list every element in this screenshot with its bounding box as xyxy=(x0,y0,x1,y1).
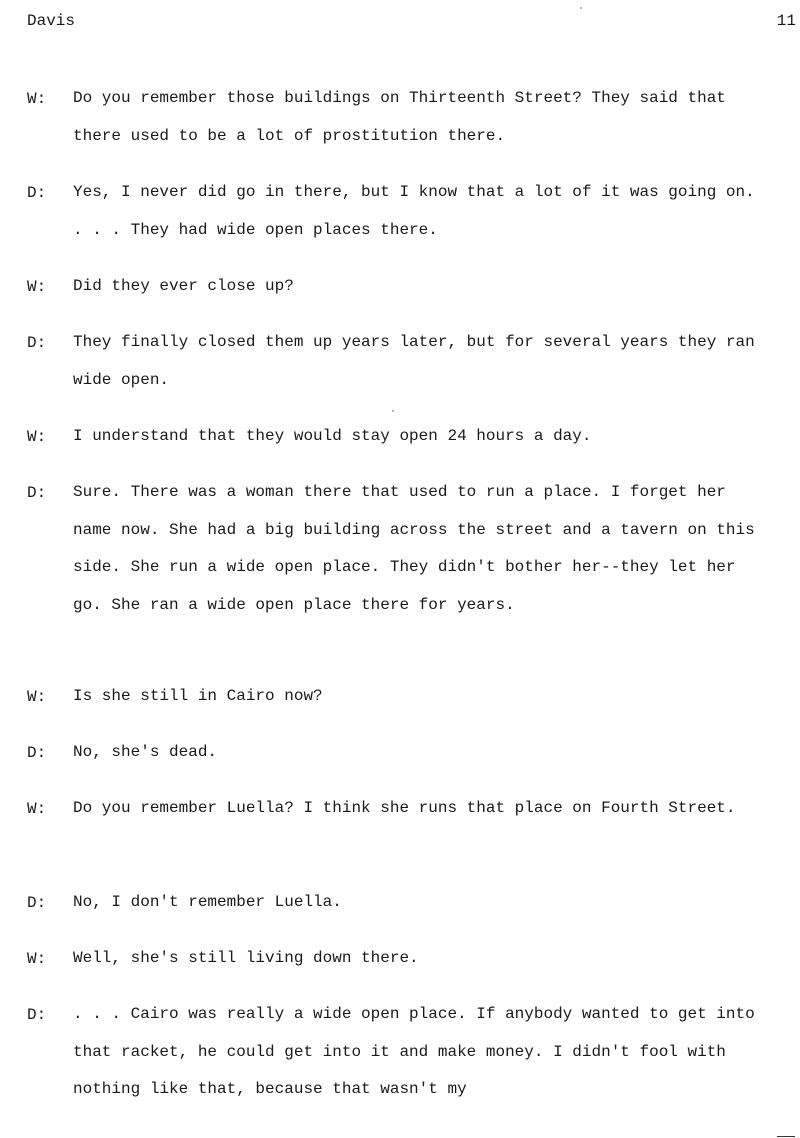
speech-text: Well, she's still living down there. xyxy=(73,949,419,968)
speech-text: . . . Cairo was really a wide open place. If anybody wanted to get into that racket, he could get into it and make money. I didn't fool with nothing like that, because that wasn't my xyxy=(73,1005,755,1099)
speech-text: Sure. There was a woman there that used to run a place. I forget her name now. She had a big building across the street and a tavern on this side. She run a wide open place. They didn't bother her--they let her go. She ran a wide open place there for years. xyxy=(73,483,755,614)
speaker-label: D: xyxy=(27,184,47,202)
scan-speck xyxy=(580,7,582,9)
speaker-label: D: xyxy=(27,744,47,762)
speaker-label: D: xyxy=(27,1006,47,1024)
speech-text: Yes, I never did go in there, but I know that a lot of it was going on. . . . They had wide open places there. xyxy=(73,183,755,239)
speech-text: Did they ever close up? xyxy=(73,277,294,296)
speech-text: No, she's dead. xyxy=(73,743,218,762)
header-interviewee-name: Davis xyxy=(27,12,76,30)
speaker-label: D: xyxy=(27,894,47,912)
speaker-label: W: xyxy=(27,428,47,446)
speaker-label: D: xyxy=(27,484,47,502)
speech-text: Do you remember those buildings on Thirteenth Street? They said that there used to be a lot of prostitution there. xyxy=(73,89,726,145)
speaker-label: W: xyxy=(27,688,47,706)
page-edge-mark xyxy=(777,1136,795,1137)
speech-text: They finally closed them up years later, but for several years they ran wide open. xyxy=(73,333,755,389)
scan-speck xyxy=(392,410,394,412)
speaker-label: W: xyxy=(27,950,47,968)
header-page-number: 11 xyxy=(776,12,796,30)
speech-text: I understand that they would stay open 24 hours a day. xyxy=(73,427,592,446)
speech-text: No, I don't remember Luella. xyxy=(73,893,342,912)
speaker-label: D: xyxy=(27,334,47,352)
speaker-label: W: xyxy=(27,278,47,296)
speech-text: Do you remember Luella? I think she runs that place on Fourth Street. xyxy=(73,799,736,818)
speaker-label: W: xyxy=(27,800,47,818)
speaker-label: W: xyxy=(27,90,47,108)
speech-text: Is she still in Cairo now? xyxy=(73,687,323,706)
